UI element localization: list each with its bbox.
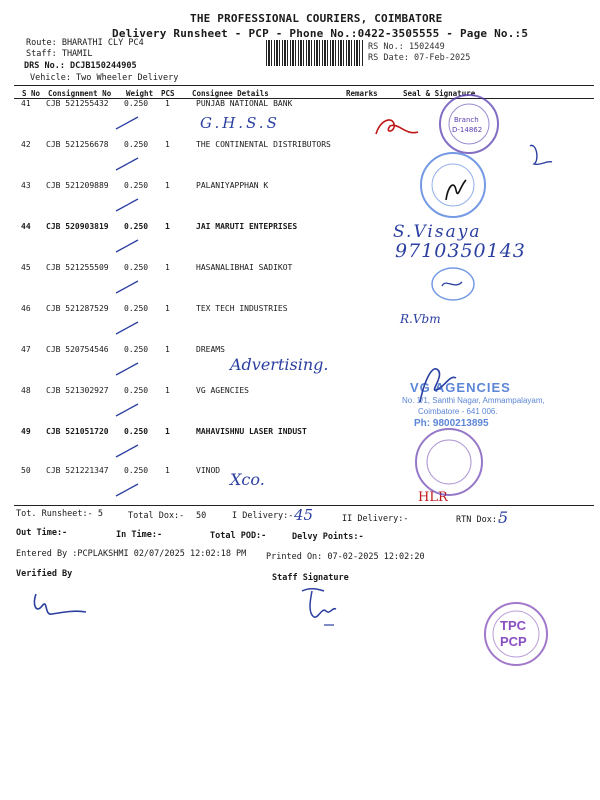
cell-consignment: CJB 521209889 bbox=[46, 181, 109, 190]
cell-weight: 0.250 bbox=[124, 263, 149, 272]
cell-weight: 0.250 bbox=[124, 222, 149, 231]
tick-mark bbox=[114, 195, 144, 215]
table-row bbox=[14, 263, 594, 303]
tick-mark bbox=[114, 318, 144, 338]
tick-mark bbox=[114, 154, 144, 174]
cell-consignee: JAI MARUTI ENTEPRISES bbox=[196, 222, 298, 231]
table-top-rule bbox=[14, 85, 594, 86]
cell-weight: 0.250 bbox=[124, 140, 149, 149]
cell-sno: 41 bbox=[21, 99, 31, 108]
cell-consignment: CJB 521256678 bbox=[46, 140, 109, 149]
signature-r48 bbox=[410, 362, 460, 407]
cell-weight: 0.250 bbox=[124, 386, 149, 395]
cell-consignee: PUNJAB NATIONAL BANK bbox=[196, 99, 293, 108]
cell-consignment: CJB 521255509 bbox=[46, 263, 109, 272]
cell-consignment: CJB 521221347 bbox=[46, 466, 109, 475]
tick-mark bbox=[114, 441, 144, 461]
cell-consignee: DREAMS bbox=[196, 345, 225, 354]
table-bottom-rule bbox=[14, 505, 594, 506]
vg-stamp-name: VG AGENCIES bbox=[410, 380, 511, 395]
cell-sno: 47 bbox=[21, 345, 31, 354]
tpc-stamp-line1: TPC bbox=[500, 618, 526, 633]
handwriting-r41: G.H.S.S bbox=[200, 114, 280, 132]
cell-sno: 45 bbox=[21, 263, 31, 272]
cell-weight: 0.250 bbox=[124, 466, 149, 475]
cell-pcs: 1 bbox=[165, 99, 170, 108]
cell-pcs: 1 bbox=[165, 466, 170, 475]
cell-pcs: 1 bbox=[165, 386, 170, 395]
cell-consignment: CJB 520903819 bbox=[46, 222, 109, 231]
staff-signature bbox=[296, 585, 346, 630]
in-time-label: In Time:- bbox=[116, 530, 163, 540]
col-header-remarks: Remarks bbox=[346, 89, 378, 98]
cell-consignment: CJB 521302927 bbox=[46, 386, 109, 395]
cell-pcs: 1 bbox=[165, 304, 170, 313]
cell-sno: 48 bbox=[21, 386, 31, 395]
company-title: THE PROFESSIONAL COURIERS, COIMBATORE bbox=[190, 12, 443, 25]
cell-sno: 43 bbox=[21, 181, 31, 190]
out-time-label: Out Time:- bbox=[16, 528, 68, 538]
handwriting-hlr: HLR bbox=[418, 490, 448, 505]
col-header-pcs: PCS bbox=[161, 89, 175, 98]
cell-consignment: CJB 521051720 bbox=[46, 427, 109, 436]
cell-consignment: CJB 521287529 bbox=[46, 304, 109, 313]
tpc-stamp-line2: PCP bbox=[500, 634, 527, 649]
cell-sno: 42 bbox=[21, 140, 31, 149]
tick-mark bbox=[114, 480, 144, 500]
vg-stamp-phone: Ph: 9800213895 bbox=[414, 418, 489, 429]
barcode bbox=[266, 40, 364, 66]
handwriting-r47: Advertising. bbox=[230, 355, 329, 374]
handwriting-r46: R.Vbm bbox=[400, 312, 441, 326]
svg-text:D-14862: D-14862 bbox=[452, 126, 483, 134]
table-row bbox=[14, 427, 594, 467]
staff-signature-label: Staff Signature bbox=[272, 573, 349, 583]
tick-mark bbox=[114, 236, 144, 256]
tot-runsheet: Tot. Runsheet:- 5 bbox=[16, 509, 103, 519]
cell-pcs: 1 bbox=[165, 427, 170, 436]
total-dox-value: 50 bbox=[196, 511, 207, 521]
staff-label: Staff: THAMIL bbox=[26, 49, 93, 59]
vg-stamp-addr1: No. 1/1, Santhi Nagar, Ammampalayam, bbox=[402, 396, 545, 405]
rs-date: RS Date: 07-Feb-2025 bbox=[368, 53, 471, 63]
col-header-consignment: Consignment No bbox=[48, 89, 112, 98]
cell-consignee: PALANIYAPPHAN K bbox=[196, 181, 269, 190]
signature-r42 bbox=[526, 140, 556, 170]
cell-pcs: 1 bbox=[165, 345, 170, 354]
cell-pcs: 1 bbox=[165, 140, 170, 149]
cell-sno: 50 bbox=[21, 466, 31, 475]
route-label: Route: BHARATHI CLY PC4 bbox=[26, 38, 144, 48]
col-header-weight: Weight bbox=[126, 89, 154, 98]
verified-by-label: Verified By bbox=[16, 569, 73, 579]
col-header-sno: S No bbox=[22, 89, 41, 98]
handwriting-r44-phone: 9710350143 bbox=[395, 240, 526, 262]
rs-number: RS No.: 1502449 bbox=[368, 42, 445, 52]
cell-consignee: VG AGENCIES bbox=[196, 386, 249, 395]
total-dox-label: Total Dox:- bbox=[128, 511, 185, 521]
cell-weight: 0.250 bbox=[124, 181, 149, 190]
cell-consignee: MAHAVISHNU LASER INDUST bbox=[196, 427, 307, 436]
verifier-signature bbox=[30, 590, 90, 620]
cell-pcs: 1 bbox=[165, 263, 170, 272]
printed-on: Printed On: 07-02-2025 12:02:20 bbox=[266, 552, 425, 562]
handwriting-rtn: 5 bbox=[498, 508, 509, 527]
cell-weight: 0.250 bbox=[124, 345, 149, 354]
cell-consignee: HASANALIBHAI SADIKOT bbox=[196, 263, 293, 272]
remark-signature-r41 bbox=[372, 112, 422, 142]
i-delivery-label: I Delivery:- bbox=[232, 511, 294, 521]
cell-pcs: 1 bbox=[165, 222, 170, 231]
cell-weight: 0.250 bbox=[124, 427, 149, 436]
ii-delivery-label: II Delivery:- bbox=[342, 514, 409, 524]
table-row bbox=[14, 304, 594, 344]
cell-weight: 0.250 bbox=[124, 304, 149, 313]
signature-r43 bbox=[440, 176, 470, 206]
table-row bbox=[14, 181, 594, 221]
runsheet-subtitle: Delivery Runsheet - PCP - Phone No.:0422-3505555 - Page No.:5 bbox=[112, 27, 529, 40]
col-header-seal: Seal & Signature bbox=[403, 89, 476, 98]
total-pod-label: Total POD:- bbox=[210, 531, 267, 541]
round-stamp-purple bbox=[404, 430, 494, 500]
tick-mark bbox=[114, 400, 144, 420]
rtn-dox-label: RTN Dox:- bbox=[456, 515, 503, 525]
cell-consignee: TEX TECH INDUSTRIES bbox=[196, 304, 288, 313]
vehicle-label: Vehicle: Two Wheeler Delivery bbox=[30, 73, 179, 83]
cell-sno: 46 bbox=[21, 304, 31, 313]
tick-mark bbox=[114, 277, 144, 297]
vg-stamp-addr2: Coimbatore - 641 006. bbox=[418, 407, 498, 416]
small-stamp-blue bbox=[428, 264, 478, 304]
cell-consignee: THE CONTINENTAL DISTRIBUTORS bbox=[196, 140, 331, 149]
cell-sno: 44 bbox=[21, 222, 31, 231]
drs-number: DRS No.: DCJB150244905 bbox=[24, 61, 137, 71]
cell-sno: 49 bbox=[21, 427, 31, 436]
tick-mark bbox=[114, 113, 144, 133]
handwriting-r44-name: S.Visaya bbox=[393, 222, 482, 242]
cell-consignee: VINOD bbox=[196, 466, 221, 475]
delvy-points-label: Delvy Points:- bbox=[292, 532, 364, 542]
cell-consignment: CJB 520754546 bbox=[46, 345, 109, 354]
svg-text:Branch: Branch bbox=[454, 116, 479, 124]
cell-pcs: 1 bbox=[165, 181, 170, 190]
cell-weight: 0.250 bbox=[124, 99, 149, 108]
tick-mark bbox=[114, 359, 144, 379]
col-header-consignee: Consignee Details bbox=[192, 89, 269, 98]
handwriting-r50: Xco. bbox=[230, 470, 265, 489]
entered-by: Entered By :PCPLAKSHMI 02/07/2025 12:02:18 PM bbox=[16, 549, 247, 559]
table-row bbox=[14, 466, 594, 506]
cell-consignment: CJB 521255432 bbox=[46, 99, 109, 108]
handwriting-i-delivery: 45 bbox=[294, 506, 314, 524]
